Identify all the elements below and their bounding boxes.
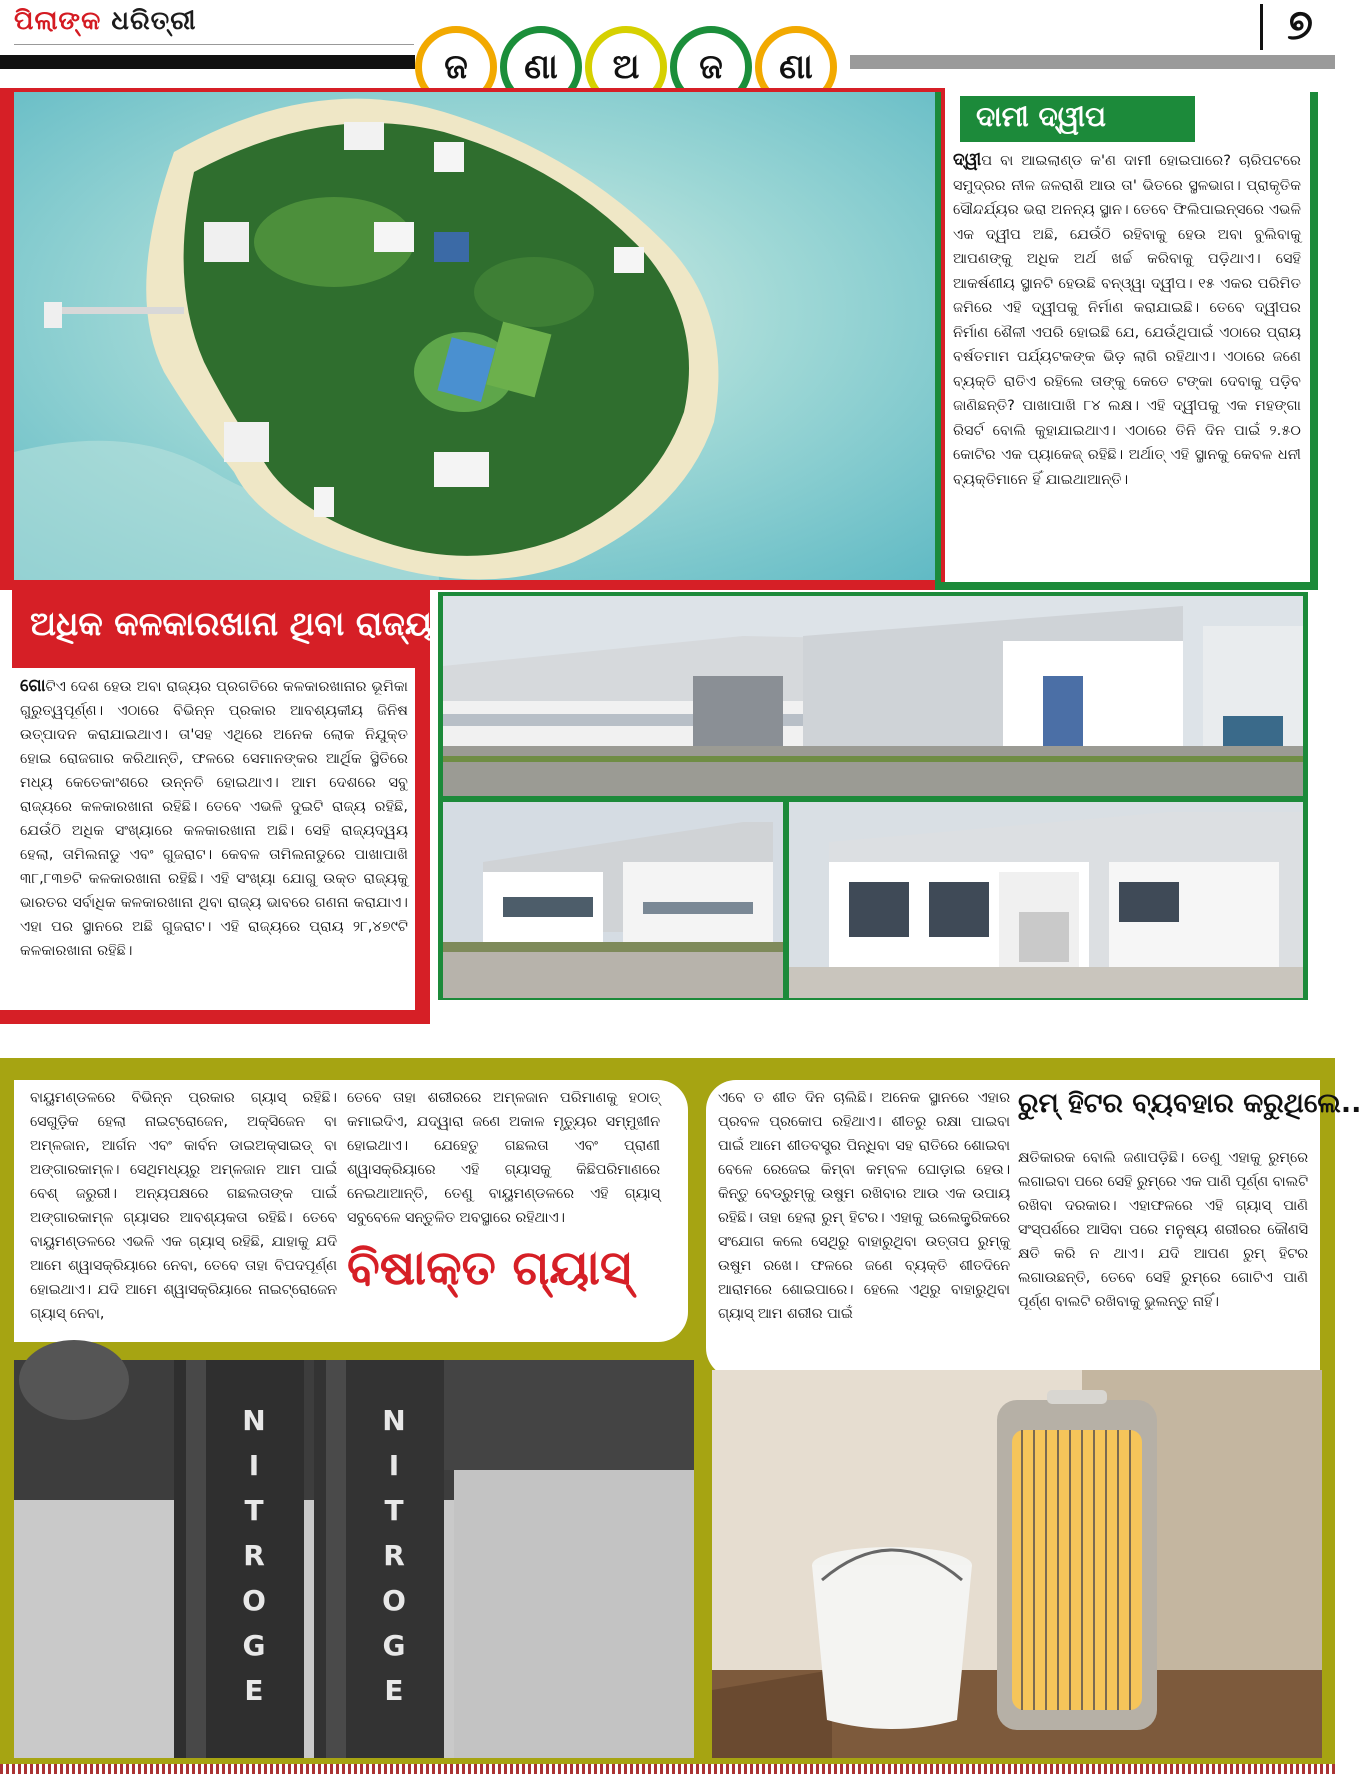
factory-article-title: ଅଧିକ କଳକାରଖାନା ଥିବା ରାଜ୍ୟ [12,588,430,668]
heater-article-title: ରୁମ୍ ହିଟର ବ୍ୟବହାର କରୁଥିଲେ.. [1018,1088,1361,1119]
section-letter-3: ଅ [585,26,667,108]
heater-article-col2: କ୍ଷତିକାରକ ବୋଲି ଜଣାପଡ଼ିଛି। ତେଣୁ ଏହାକୁ ରୁମ୍‌ରେ ଲଗାଇବା ପରେ ସେହି ରୁମ୍‌ରେ ଏକ ପାଣି ପୂର୍ଣ୍ଣ ବାଲଟି ରଖିବା ଦରକାର। ଏହାଫଳରେ ଏହି ଗ୍ୟାସ୍ ପାଣି ସଂସ୍ପର୍ଶରେ ଆସିବା ପରେ ମନୁଷ୍ୟ ଶରୀରର କୌଣସି କ୍ଷତି କରି ନ ଥାଏ। ଯଦି ଆପଣ ରୁମ୍ ହିଟର ଲଗାଉଛନ୍ତି, ତେବେ ସେହି ରୁମ୍‌ରେ ଗୋଟିଏ ପାଣି ପୂର୍ଣ୍ଣ ବାଲଟି ରଖିବାକୁ ଭୁଲନ୍ତୁ ନାହିଁ। [1018,1150,1308,1310]
island-article-title: ଦାମୀ ଦ୍ୱୀପ [960,96,1195,142]
brand-name-part1: ପିଲାଙ୍କ [14,6,102,36]
page-number: ୭ [1287,0,1313,49]
room-heater-photo [712,1370,1322,1758]
factory-drop-letter: ଗୋ [20,676,46,696]
factory-photo-right [789,802,1303,998]
cylinder-letter: N [242,1404,266,1437]
factory-article-body [20,674,408,1006]
svg-text:O: O [382,1584,406,1617]
island-aerial-photo [14,92,939,580]
page-bottom-rule [0,1764,1335,1774]
gas-article-title: ବିଷାକ୍ତ ଗ୍ୟାସ୍ [347,1240,632,1296]
svg-text:G: G [242,1629,266,1662]
svg-text:R: R [383,1539,405,1572]
island-body-text: ପ ବା ଆଇଲାଣ୍ଡ କ'ଣ ଦାମୀ ହୋଇପାରେ? ଚାରିପଟରେ ସମୁଦ୍ରର ନୀଳ ଜଳରାଶି ଆଉ ତା' ଭିତରେ ସ୍ଥଳଭାଗ। ପ୍ରାକୃତିକ ସୌନ୍ଦର୍ଯ୍ୟର ଭରା ଅନନ୍ୟ ସ୍ଥାନ। ତେବେ ଫିଲିପାଇନ୍ସରେ ଏଭଳି ଏକ ଦ୍ୱୀପ ଅଛି, ଯେଉଁଠି ରହିବାକୁ ହେଉ ଅବା ବୁଲିବାକୁ ଆପଣଙ୍କୁ ଅଧିକ ଅର୍ଥ ଖର୍ଚ୍ଚ କରିବାକୁ ପଡ଼ିଥାଏ। ସେହି ଆକର୍ଷଣୀୟ ସ୍ଥାନଟି ହେଉଛି ବନ୍‌ଓ୍ୱା ଦ୍ୱୀପ। ୧୫ ଏକର ପରିମିତ ଜମିରେ ଏହି ଦ୍ୱୀପକୁ ନିର୍ମାଣ କରାଯାଇଛି। ତେବେ ଦ୍ୱୀପର ନିର୍ମାଣ ଶୈଳୀ ଏପରି ହୋଇଛି ଯେ, ଯେଉଁଥିପାଇଁ ଏଠାରେ ପ୍ରାୟ ବର୍ଷତମାମ ପର୍ଯ୍ୟଟକଙ୍କ ଭିଡ଼ ଲାଗି ରହିଥାଏ। ଏଠାରେ ଜଣେ ବ୍ୟକ୍ତି ରାତିଏ ରହିଲେ ତାଙ୍କୁ କେତେ ଟଙ୍କା ଦେବାକୁ ପଡ଼ିବ ଜାଣିଛନ୍ତି? ପାଖାପାଖି ୮୪ ଲକ୍ଷ। ଏହି ଦ୍ୱୀପକୁ ଏକ ମହଙ୍ଗା ରିସର୍ଟ ବୋଲି କୁହାଯାଇଥାଏ। ଏଠାରେ ତିନି ଦିନ ପାଇଁ ୨.୫୦ କୋଟିର ଏକ ପ୍ୟାକେଜ୍ ରହିଛି। ଅର୍ଥାତ୍ ଏହି ସ୍ଥାନକୁ କେବଳ ଧନୀ ବ୍ୟକ୍ତିମାନେ ହିଁ ଯାଇଥାଆନ୍ତି। [953,152,1301,488]
page-number-divider [1260,4,1263,50]
svg-text:I: I [248,1449,260,1482]
section-letter-1: ଜ [415,26,497,108]
factory-photo-wide [443,596,1303,796]
island-text-frame-right [1310,92,1318,582]
svg-text:I: I [388,1449,400,1482]
heater-article-col1: ଏବେ ତ ଶୀତ ଦିନ ଚାଲିଛି। ଅନେକ ସ୍ଥାନରେ ଏହାର ପ୍ରବଳ ପ୍ରକୋପ ରହିଥାଏ। ଶୀତରୁ ରକ୍ଷା ପାଇବା ପାଇଁ ଆମେ ଶୀତବସ୍ତ୍ର ପିନ୍ଧିବା ସହ ରାତିରେ ଶୋଇବା ବେଳେ ରେଜେଇ କିମ୍ବା କମ୍ବଳ ଘୋଡ଼ାଇ ହେଉ। କିନ୍ତୁ ବେଡ୍‌ରୁମ୍‌କୁ ଉଷୁମ ରଖିବାର ଆଉ ଏକ ଉପାୟ ରହିଛି। ତାହା ହେଲା ରୁମ୍ ହିଟର। ଏହାକୁ ଇଲେକ୍ଟ୍ରିକରେ ସଂଯୋଗ କଲେ ସେଥିରୁ ବାହାରୁଥିବା ଉତ୍ତାପ ରୁମ୍‌କୁ ଉଷୁମ ରଖେ। ଫଳରେ ଜଣେ ବ୍ୟକ୍ତି ଶୀତଦିନେ ଆରାମରେ ଶୋଇପାରେ। ହେଲେ ଏଥିରୁ ବାହାରୁଥିବା ଗ୍ୟାସ୍ ଆମ ଶରୀର ପାଇଁ [718,1090,1010,1322]
brand-underline [14,44,414,45]
svg-text:R: R [243,1539,265,1572]
section-letter-2: ଣା [500,26,582,108]
nitrogen-cylinders-photo [14,1360,694,1758]
svg-text:E: E [244,1674,264,1707]
svg-text:O: O [242,1584,266,1617]
gas-article-col1: ବାୟୁମଣ୍ଡଳରେ ବିଭିନ୍ନ ପ୍ରକାର ଗ୍ୟାସ୍ ରହିଛି। ସେଗୁଡ଼ିକ ହେଲା ନାଇଟ୍ରୋଜେନ, ଅକ୍ସିଜେନ ବା ଅମ୍ଳଜାନ, ଆର୍ଗନ ଏବଂ କାର୍ବନ ଡାଇଅକ୍ସାଇଡ୍ ବା ଅଙ୍ଗାରକାମ୍ଳ। ସେଥିମଧ୍ୟରୁ ଅମ୍ଳଜାନ ଆମ ପାଇଁ ବେଶ୍ ଜରୁରୀ। ଅନ୍ୟପକ୍ଷରେ ଗଛଲତାଙ୍କ ପାଇଁ ଅଙ୍ଗାରକାମ୍ଳ ଗ୍ୟାସର ଆବଶ୍ୟକତା ରହିଛି। ତେବେ ବାୟୁମଣ୍ଡଳରେ ଏଭଳି ଏକ ଗ୍ୟାସ୍ ରହିଛି, ଯାହାକୁ ଯଦି ଆମେ ଶ୍ୱାସକ୍ରିୟାରେ ନେବା, ତେବେ ତାହା ବିପଦପୂର୍ଣ୍ଣ ହୋଇଥାଏ। ଯଦି ଆମେ ଶ୍ୱାସକ୍ରିୟାରେ ନାଇଟ୍ରୋଜେନ ଗ୍ୟାସ୍ ନେବା, [30,1090,337,1322]
header-bar-right [850,55,1335,69]
factory-body-text: ଟିଏ ଦେଶ ହେଉ ଅବା ରାଜ୍ୟର ପ୍ରଗତିରେ କଳକାରଖାନାର ଭୂମିକା ଗୁରୁତ୍ୱପୂର୍ଣ୍ଣ। ଏଠାରେ ବିଭିନ୍ନ ପ୍ରକାର ଆବଶ୍ୟକୀୟ ଜିନିଷ ଉତ୍ପାଦନ କରାଯାଇଥାଏ। ତା'ସହ ଏଥିରେ ଅନେକ ଲୋକ ନିଯୁକ୍ତ ହୋଇ ରୋଜଗାର କରିଥାନ୍ତି, ଫଳରେ ସେମାନଙ୍କର ଆର୍ଥିକ ସ୍ଥିତିରେ ମଧ୍ୟ କେତେକାଂଶରେ ଉନ୍ନତି ହୋଇଥାଏ। ଆମ ଦେଶରେ ସବୁ ରାଜ୍ୟରେ କଳକାରଖାନା ରହିଛି। ତେବେ ଏଭଳି ଦୁଇଟି ରାଜ୍ୟ ରହିଛି, ଯେଉଁଠି ଅଧିକ ସଂଖ୍ୟାରେ କଳକାରଖାନା ଅଛି। ସେହି ରାଜ୍ୟଦ୍ୱୟ ହେଲା, ତାମିଲନାଡୁ ଏବଂ ଗୁଜରାଟ। କେବଳ ତାମିଲନାଡୁରେ ପାଖାପାଖି ୩୮,୮୩୭ଟି କଳକାରଖାନା ରହିଛି। ଏହି ସଂଖ୍ୟା ଯୋଗୁ ଉକ୍ତ ରାଜ୍ୟକୁ ଭାରତର ସର୍ବାଧିକ କଳକାରଖାନା ଥିବା ରାଜ୍ୟ ଭାବରେ ଗଣନା କରାଯାଏ। ଏହା ପର ସ୍ଥାନରେ ଅଛି ଗୁଜରାଟ। ଏହି ରାଜ୍ୟରେ ପ୍ରାୟ ୨୮,୪୭୯ଟି କଳକାରଖାନା ରହିଛି। [20,678,408,959]
section-letter-5: ଣା [755,26,837,108]
brand-name-part2: ଧରିତ୍ରୀ [111,6,197,36]
svg-text:E: E [384,1674,404,1707]
factory-frame-bottom [0,1010,430,1024]
island-drop-letter: ଦ୍ୱୀ [953,150,982,170]
svg-text:G: G [382,1629,406,1662]
svg-text:N: N [382,1404,406,1437]
island-article-body [953,148,1301,576]
factory-photo-left [443,802,783,998]
brand-logo [14,6,197,37]
svg-text:T: T [244,1494,264,1527]
header-bar-left [0,55,415,69]
gas-article-col2: ତେବେ ତାହା ଶରୀରରେ ଅମ୍ଳଜାନ ପରିମାଣକୁ ହଠାତ୍ କମାଇଦିଏ, ଯଦ୍ୱାରା ଜଣେ ଅକାଳ ମୃତ୍ୟୁର ସମ୍ମୁଖୀନ ହୋଇଥାଏ। ଯେହେତୁ ଗଛଲତା ଏବଂ ପ୍ରାଣୀ ଶ୍ୱାସକ୍ରିୟାରେ ଏହି ଗ୍ୟାସକୁ କିଛିପରିମାଣରେ ନେଇଥାଆନ୍ତି, ତେଣୁ ବାୟୁମଣ୍ଡଳରେ ଏହି ଗ୍ୟାସ୍ ସବୁବେଳେ ସନ୍ତୁଳିତ ଅବସ୍ଥାରେ ରହିଥାଏ। [347,1090,660,1226]
svg-text:T: T [384,1494,404,1527]
section-letter-4: ଜ [670,26,752,108]
island-text-frame-left [935,92,941,590]
island-text-frame-bottom [935,582,1318,590]
